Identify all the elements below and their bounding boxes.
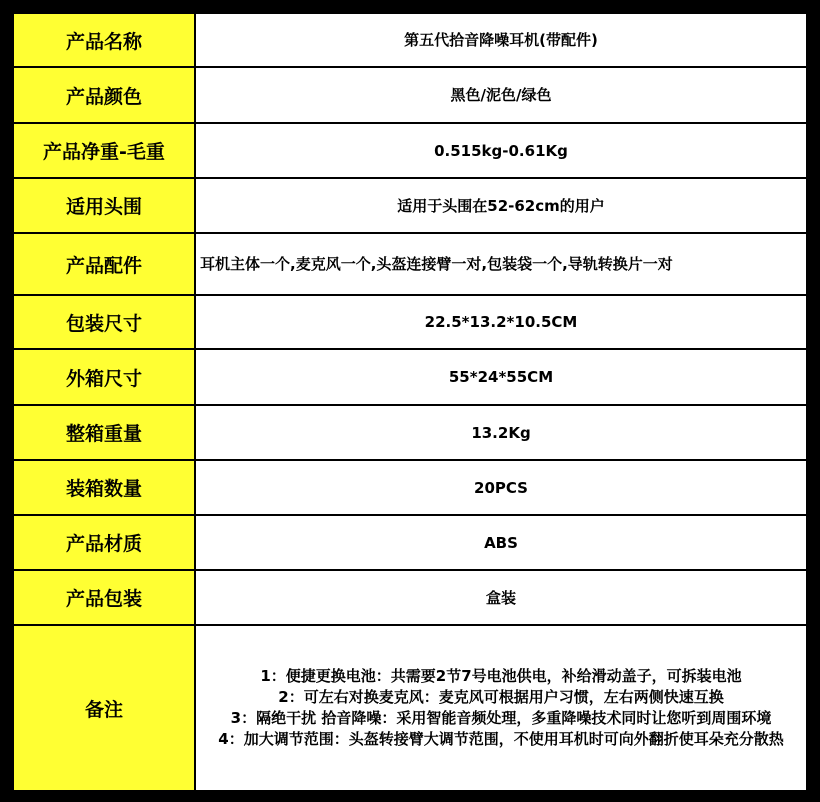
- row-label: 装箱数量: [13, 460, 195, 515]
- row-value: 适用于头围在52-62cm的用户: [195, 178, 807, 233]
- row-value: 20PCS: [195, 460, 807, 515]
- row-label: 外箱尺寸: [13, 349, 195, 405]
- table-row: [13, 13, 807, 67]
- row-value: 第五代拾音降噪耳机(带配件): [195, 13, 807, 67]
- row-value: 13.2Kg: [195, 405, 807, 460]
- table-row: [13, 178, 807, 233]
- row-label: 适用头围: [13, 178, 195, 233]
- note-line: 2：可左右对换麦克风：麦克风可根据用户习惯，左右两侧快速互换: [278, 688, 724, 706]
- table-row: [13, 67, 807, 123]
- row-value: 盒装: [195, 570, 807, 625]
- row-value: ABS: [195, 515, 807, 570]
- row-label: 产品名称: [13, 13, 195, 67]
- table-row: [13, 515, 807, 570]
- row-value: 黑色/泥色/绿色: [195, 67, 807, 123]
- notes-row: [13, 625, 807, 791]
- spec-sheet: [12, 12, 808, 790]
- spec-table: [12, 12, 808, 792]
- table-row: [13, 349, 807, 405]
- row-label: 产品净重-毛重: [13, 123, 195, 178]
- table-row: [13, 123, 807, 178]
- row-value: 0.515kg-0.61Kg: [195, 123, 807, 178]
- table-row: [13, 295, 807, 349]
- note-line: 4：加大调节范围：头盔转接臂大调节范围，不使用耳机时可向外翻折使耳朵充分散热: [218, 730, 784, 748]
- row-label: 产品配件: [13, 233, 195, 295]
- notes-label: 备注: [13, 625, 195, 791]
- note-line: 3：隔绝干扰 拾音降噪：采用智能音频处理，多重降噪技术同时让您听到周围环境: [230, 709, 772, 727]
- row-label: 产品材质: [13, 515, 195, 570]
- note-line: 1：便捷更换电池：共需要2节7号电池供电，补给滑动盖子，可拆装电池: [260, 667, 742, 685]
- row-value: 55*24*55CM: [195, 349, 807, 405]
- table-row: [13, 570, 807, 625]
- row-label: 包装尺寸: [13, 295, 195, 349]
- row-value: 耳机主体一个,麦克风一个,头盔连接臂一对,包装袋一个,导轨转换片一对: [195, 233, 807, 295]
- row-label: 整箱重量: [13, 405, 195, 460]
- row-label: 产品颜色: [13, 67, 195, 123]
- table-row: [13, 233, 807, 295]
- notes-value: [195, 625, 807, 791]
- row-value: 22.5*13.2*10.5CM: [195, 295, 807, 349]
- table-row: [13, 405, 807, 460]
- table-row: [13, 460, 807, 515]
- row-label: 产品包装: [13, 570, 195, 625]
